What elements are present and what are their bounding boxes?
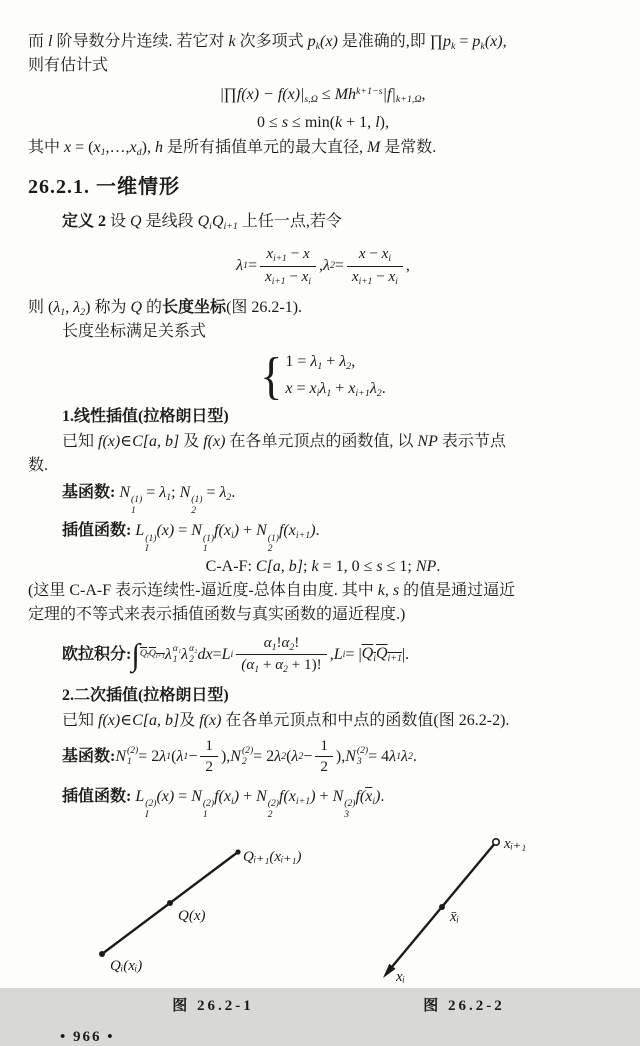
para-where-notation: 其中 $x = (x_1,\dots,x_d)$, h 是所有插值单元的最大直径, M 是常数. bbox=[28, 139, 437, 158]
para-euler-integral: 欧拉积分: ∫ $Q_iQ_{i+1}$ λ α₁ 1 λ α₂ 2 dx = L i $\frac{\alpha_1!\alpha_2!}{(\alpha_1 + \alpha_2 + 1)!}$ , L i = | $Q_iQ_{i+1}$ |. bbox=[62, 633, 410, 676]
heading-linear-interpolation: 1.线性插值(拉格朗日型) bbox=[62, 408, 229, 425]
para-known-quadratic: 已知 f(x)∈C[a, b]及 f(x) 在各单元顶点和中点的函数值(图 26.2-2). bbox=[62, 711, 510, 729]
para-interp-linear: 插值函数: L (1) I (x) = N (1) 1 $f(x_i) + N$ (1) 2 $f(x_{i+1})$. bbox=[62, 522, 320, 555]
formula-s-range: 0 ≤ s ≤ min(k + 1, l), bbox=[257, 114, 389, 131]
fig1-label-top: Qᵢ₊₁(xᵢ₊₁) bbox=[243, 849, 302, 866]
para-basis-quadratic: 基函数: N (2) 1 = 2 λ 1 ( λ 1 − $\frac{1}{2}$ ) , N (2) 2 = 2 λ 2 ( λ 2 − $\frac{1}{2}$ ) , N (2) 3 = 4 λ 1 λ 2 . bbox=[62, 736, 417, 776]
para-basis-linear: 基函数: N (1) 1 = $\lambda_1$; N (1) 2 = $\lambda_2$. bbox=[62, 484, 236, 516]
fig2-label-mid: x̄ᵢ bbox=[450, 909, 460, 926]
fig2-point-xi1 bbox=[493, 839, 499, 845]
para-caf-note-line1: (这里 C-A-F 表示连续性-逼近度-总体自由度. 其中 k, s 的值是通过逼近 bbox=[28, 581, 516, 599]
para-intro-line1: 而 l 阶导数分片连续. 若它对 k 次多项式 $p_k(x)$ 是准确的,即 $\prod p_k = p_k(x)$, bbox=[28, 33, 507, 52]
left-brace: { bbox=[260, 346, 283, 404]
formula-error-estimate: |∏f(x) − $f(x)|_{s,\Omega} \le Mh^{k+1-s}|f|_{k+1,\Omega}$, bbox=[220, 86, 426, 105]
heading-quadratic-interpolation: 2.二次插值(拉格朗日型) bbox=[62, 686, 229, 704]
figure-26-2-1 bbox=[88, 834, 338, 1015]
para-definition-2: 定义 2 设 Q 是线段 $Q_iQ_{i+1}$ 上任一点,若令 bbox=[62, 213, 342, 232]
page-number: • 966 • bbox=[60, 1029, 115, 1046]
fig1-point-qi1 bbox=[235, 849, 240, 854]
fig1-caption: 图 26.2-1 bbox=[172, 998, 254, 1015]
fig1-point-q bbox=[167, 900, 173, 906]
system-row-2: $x = x_i\lambda_1 + x_{i+1}\lambda_2$. bbox=[285, 380, 386, 399]
fig1-label-bottom: Qᵢ(xᵢ) bbox=[110, 958, 143, 975]
para-caf-note-line2: 定理的不等式来表示插值函数与真实函数的逼近程度.) bbox=[28, 605, 406, 623]
figure-row bbox=[28, 832, 618, 1015]
formula-lambda-coordinates: λ 1 = $\frac{x_{i+1} - x}{x_{i+1} - x_i}$ , λ 2 = $\frac{x - x_i}{x_{i+1} - x_i}$ , bbox=[236, 245, 410, 287]
section-heading: 26.2.1. 一维情形 bbox=[28, 176, 180, 198]
fig2-label-bottom: xᵢ bbox=[396, 969, 406, 986]
para-known-linear: 已知 f(x)∈C[a, b] 及 f(x) 在各单元顶点的函数值, 以 NP 表示节点 bbox=[62, 433, 506, 450]
fig1-label-mid: Q(x) bbox=[178, 908, 206, 925]
system-row-1: $1 = \lambda_1 + \lambda_2$, bbox=[285, 353, 356, 372]
fig2-label-top: xᵢ₊₁ bbox=[504, 836, 527, 853]
fig1-point-qi bbox=[99, 951, 105, 957]
para-length-coordinates: 则 ($\lambda_1$, $\lambda_2$) 称为 Q 的长度坐标(图 26.2-1). bbox=[28, 299, 303, 318]
formula-caf: C-A-F: C[a, b]; k = 1, 0 ≤ s ≤ 1; NP. bbox=[205, 557, 441, 575]
figure-26-2-2 bbox=[374, 832, 554, 1015]
para-relation-intro: 长度坐标满足关系式 bbox=[62, 323, 207, 340]
para-intro-line2: 则有估计式 bbox=[28, 57, 109, 74]
system-rows bbox=[285, 348, 385, 402]
fig2-caption: 图 26.2-2 bbox=[423, 998, 505, 1015]
formula-coordinate-system bbox=[28, 348, 618, 402]
fig2-diagram bbox=[374, 832, 554, 984]
para-interp-quadratic: 插值函数: L (2) I (x) = N (2) 1 $f(x_i) + N$ (2) 2 $f(x_{i+1}) + N$ (2) 3 $f(\overline{x}_i)$. bbox=[62, 787, 385, 820]
para-known-linear-cont: 数. bbox=[28, 457, 49, 474]
fig1-diagram bbox=[88, 834, 338, 984]
fig2-point-xbar bbox=[439, 904, 445, 910]
